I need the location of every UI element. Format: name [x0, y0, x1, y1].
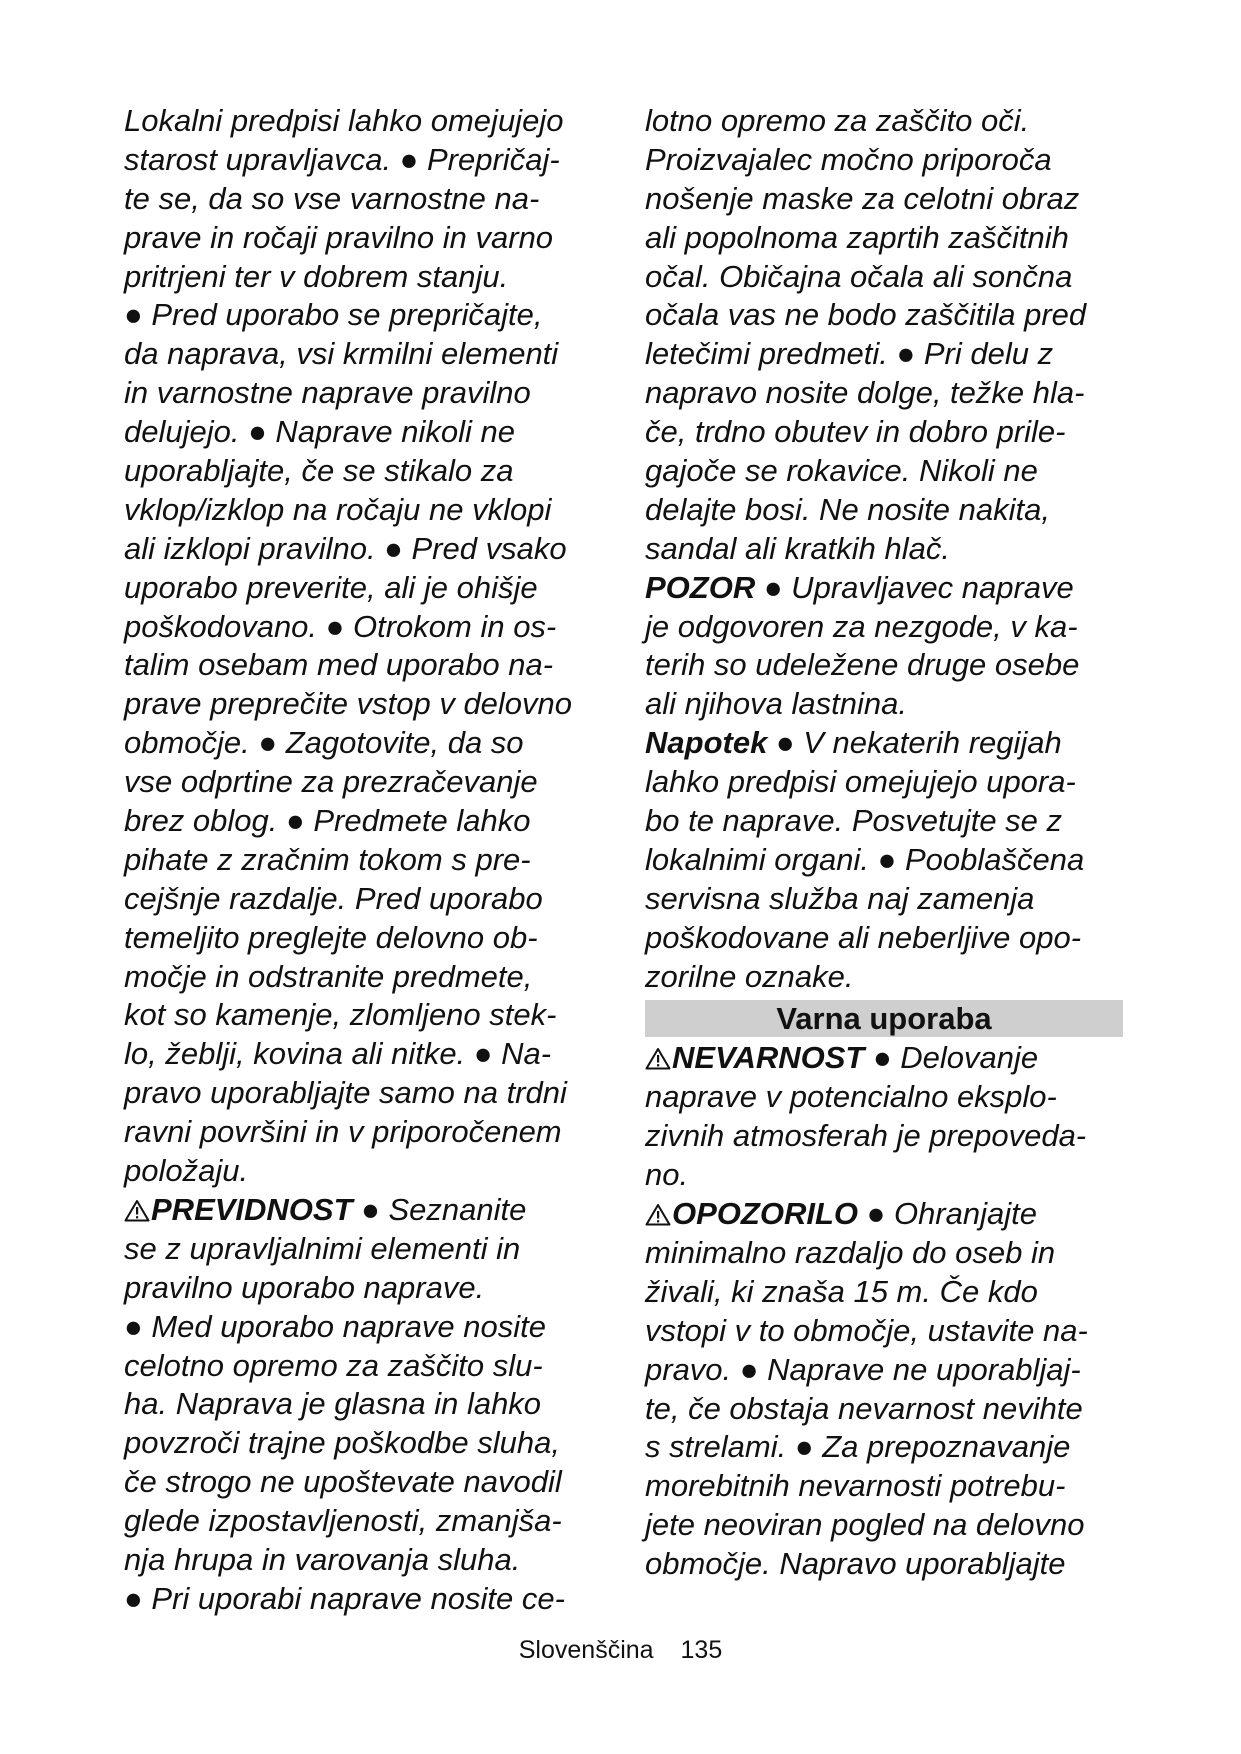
text-line — [645, 608, 1123, 647]
text-line — [645, 296, 1123, 335]
text-run: gajoče se rokavice. Nikoli ne — [645, 453, 1038, 489]
text-run: povzroči trajne poškodbe sluha, — [124, 1425, 560, 1461]
text-line — [124, 685, 600, 724]
page-number: 135 — [680, 1636, 723, 1664]
text-run: očala vas ne bodo zaščitila pred — [645, 297, 1087, 333]
text-run: ● Pred uporabo se prepričajte, — [124, 297, 543, 333]
text-line — [645, 1078, 1123, 1117]
text-run: starost upravljavca. ● Prepričaj- — [124, 141, 560, 177]
text-line — [645, 258, 1123, 297]
text-run: pravo uporabljajte samo na trdni — [124, 1075, 567, 1111]
page-footer — [0, 1636, 1241, 1665]
text-run: celotno opremo za zaščito slu- — [124, 1347, 543, 1383]
text-run: lokalnimi organi. ● Pooblaščena — [645, 841, 1085, 877]
text-run: nja hrupa in varovanja sluha. — [124, 1541, 521, 1577]
text-line — [124, 1502, 600, 1541]
text-run: območje. Napravo uporabljajte — [645, 1546, 1066, 1582]
text-run: očal. Običajna očala ali sončna — [645, 258, 1073, 294]
text-run: ali izklopi pravilno. ● Pred vsako — [124, 530, 567, 566]
text-line — [124, 646, 600, 685]
text-line — [124, 219, 600, 258]
text-run: Proizvajalec močno priporoča — [645, 141, 1052, 177]
bold-label: POZOR — [645, 569, 756, 605]
text-run: vklop/izklop na ročaju ne vklopi — [124, 491, 552, 527]
text-run: te se, da so vse varnostne na- — [124, 180, 540, 216]
text-line — [645, 1039, 1123, 1078]
text-run: položaju. — [124, 1153, 249, 1189]
text-run: lotno opremo za zaščito oči. — [645, 103, 1030, 138]
text-run: pihate z zračnim tokom s pre- — [124, 841, 531, 877]
text-line — [124, 413, 600, 452]
text-line — [645, 1234, 1123, 1273]
text-run: naprave v potencialno eksplo- — [645, 1079, 1057, 1115]
text-run: uporabljajte, če se stikalo za — [124, 453, 514, 489]
text-run: no. — [645, 1157, 689, 1193]
text-run: ali njihova lastnina. — [645, 686, 907, 722]
text-run: pravilno uporabo naprave. — [124, 1269, 485, 1305]
text-run: jete neoviran pogled na delovno — [645, 1507, 1085, 1543]
text-line — [645, 1312, 1123, 1351]
text-line — [124, 763, 600, 802]
text-run: letečimi predmeti. ● Pri delu z — [645, 336, 1054, 372]
text-line — [645, 141, 1123, 180]
text-run: te, če obstaja nevarnost nevihte — [645, 1390, 1083, 1426]
text-run: in varnostne naprave pravilno — [124, 375, 531, 411]
text-run: servisna služba naj zamenja — [645, 880, 1035, 916]
text-run: ● Delovanje — [864, 1040, 1039, 1076]
text-line — [645, 1467, 1123, 1506]
text-line — [124, 724, 600, 763]
text-line — [645, 802, 1123, 841]
text-run: Lokalni predpisi lahko omejujejo — [124, 103, 564, 138]
text-run: močje in odstranite predmete, — [124, 958, 533, 994]
text-line — [124, 802, 600, 841]
text-run: poškodovano. ● Otrokom in os- — [124, 608, 557, 644]
text-line — [124, 1541, 600, 1580]
warning-triangle-icon — [124, 1193, 150, 1216]
text-line — [645, 180, 1123, 219]
text-line — [124, 996, 600, 1035]
text-line — [124, 1074, 600, 1113]
text-line — [124, 1308, 600, 1347]
text-run: terih so udeležene druge osebe — [645, 647, 1080, 683]
text-line — [124, 958, 600, 997]
text-run: zivnih atmosferah je prepoveda- — [645, 1118, 1087, 1154]
text-run: temeljito preglejte delovno ob- — [124, 919, 538, 955]
text-line — [124, 1424, 600, 1463]
text-line — [645, 452, 1123, 491]
text-run: ● Seznanite — [352, 1191, 527, 1227]
text-line — [124, 1580, 600, 1619]
text-run: uporabo preverite, ali je ohišje — [124, 569, 538, 605]
text-run: zorilne oznake. — [645, 958, 854, 994]
text-run: se z upravljalnimi elementi in — [124, 1230, 521, 1266]
text-run: pravo. ● Naprave ne uporabljaj- — [645, 1351, 1081, 1387]
text-run: prave preprečite vstop v delovno — [124, 686, 573, 722]
text-line — [645, 1506, 1123, 1545]
text-run: lahko predpisi omejujejo upora- — [645, 764, 1076, 800]
text-line — [124, 102, 600, 141]
text-run: delajte bosi. Ne nosite nakita, — [645, 491, 1050, 527]
text-line — [124, 1385, 600, 1424]
text-run: glede izpostavljenosti, zmanjša- — [124, 1503, 562, 1539]
text-line — [124, 1191, 600, 1230]
text-run: če strogo ne upoštevate navodil — [124, 1464, 562, 1500]
text-line — [645, 569, 1123, 608]
bold-label: NEVARNOST — [672, 1040, 865, 1076]
bold-label: OPOZORILO — [672, 1196, 858, 1232]
text-line — [124, 608, 600, 647]
bold-label: Napotek — [645, 725, 768, 761]
text-line — [124, 1269, 600, 1308]
text-run: ● Pri uporabi naprave nosite ce- — [124, 1580, 565, 1616]
text-line — [124, 141, 600, 180]
text-run: da naprava, vsi krmilni elementi — [124, 336, 559, 372]
text-line — [645, 1273, 1123, 1312]
section-heading: Varna uporaba — [645, 1000, 1123, 1037]
text-line — [124, 258, 600, 297]
warning-triangle-icon — [645, 1041, 671, 1064]
text-run: ravni površini in v priporočenem — [124, 1114, 562, 1150]
text-run: kot so kamenje, zlomljeno stek- — [124, 997, 557, 1033]
text-line — [645, 841, 1123, 880]
text-line — [645, 491, 1123, 530]
text-line — [645, 1545, 1123, 1584]
text-run: brez oblog. ● Predmete lahko — [124, 803, 531, 839]
text-run: sandal ali kratkih hlač. — [645, 530, 950, 566]
text-run: minimalno razdaljo do oseb in — [645, 1234, 1056, 1270]
text-line — [124, 452, 600, 491]
text-line — [124, 1230, 600, 1269]
text-run: lo, žeblji, kovina ali nitke. ● Na- — [124, 1036, 552, 1072]
text-run: ha. Naprava je glasna in lahko — [124, 1386, 542, 1422]
text-run: morebitnih nevarnosti potrebu- — [645, 1468, 1066, 1504]
text-run: delujejo. ● Naprave nikoli ne — [124, 414, 515, 450]
text-line — [124, 1113, 600, 1152]
text-line — [124, 841, 600, 880]
text-run: vse odprtine za prezračevanje — [124, 764, 538, 800]
text-line — [124, 296, 600, 335]
text-line — [645, 919, 1123, 958]
text-line — [645, 1195, 1123, 1234]
text-run: bo te naprave. Posvetujte se z — [645, 803, 1063, 839]
text-line — [645, 1390, 1123, 1429]
text-line — [645, 1117, 1123, 1156]
text-line — [124, 1035, 600, 1074]
right-column — [645, 102, 1123, 1584]
footer-language: Slovenščina — [518, 1636, 654, 1664]
text-run: ● Upravljavec naprave — [755, 569, 1074, 605]
text-line — [645, 1428, 1123, 1467]
text-line — [124, 1152, 600, 1191]
text-line — [124, 1463, 600, 1502]
text-line — [124, 491, 600, 530]
text-line — [124, 880, 600, 919]
text-run: poškodovane ali neberljive opo- — [645, 919, 1082, 955]
text-line — [645, 413, 1123, 452]
text-run: nošenje maske za celotni obraz — [645, 180, 1080, 216]
text-run: živali, ki znaša 15 m. Če kdo — [645, 1273, 1038, 1309]
text-line — [645, 530, 1123, 569]
text-line — [645, 646, 1123, 685]
text-run: napravo nosite dolge, težke hla- — [645, 375, 1085, 411]
text-line — [124, 374, 600, 413]
text-run: vstopi v to območje, ustavite na- — [645, 1312, 1088, 1348]
text-run: ● Ohranjajte — [858, 1196, 1037, 1232]
text-line — [645, 685, 1123, 724]
bold-label: PREVIDNOST — [151, 1191, 353, 1227]
text-line — [645, 724, 1123, 763]
text-run: s strelami. ● Za prepoznavanje — [645, 1429, 1071, 1465]
text-run: je odgovoren za nezgode, v ka- — [645, 608, 1078, 644]
text-line — [124, 180, 600, 219]
text-line — [645, 1156, 1123, 1195]
text-run: pritrjeni ter v dobrem stanju. — [124, 258, 509, 294]
text-line — [645, 374, 1123, 413]
text-run: če, trdno obutev in dobro prile- — [645, 414, 1066, 450]
left-column — [124, 102, 600, 1619]
text-line — [124, 1347, 600, 1386]
text-line — [645, 958, 1123, 997]
text-line — [124, 569, 600, 608]
text-line — [645, 335, 1123, 374]
text-run: ● V nekaterih regijah — [767, 725, 1062, 761]
text-line — [645, 1351, 1123, 1390]
text-line — [645, 880, 1123, 919]
text-run: talim osebam med uporabo na- — [124, 647, 554, 683]
text-line — [645, 763, 1123, 802]
text-line — [645, 102, 1123, 141]
text-run: prave in ročaji pravilno in varno — [124, 219, 554, 255]
text-line — [645, 219, 1123, 258]
text-run: ● Med uporabo naprave nosite — [124, 1308, 546, 1344]
text-run: ali popolnoma zaprtih zaščitnih — [645, 219, 1069, 255]
text-run: območje. ● Zagotovite, da so — [124, 725, 524, 761]
text-line — [124, 335, 600, 374]
text-run: cejšnje razdalje. Pred uporabo — [124, 880, 543, 916]
text-line — [124, 919, 600, 958]
text-line — [124, 530, 600, 569]
warning-triangle-icon — [645, 1197, 671, 1220]
